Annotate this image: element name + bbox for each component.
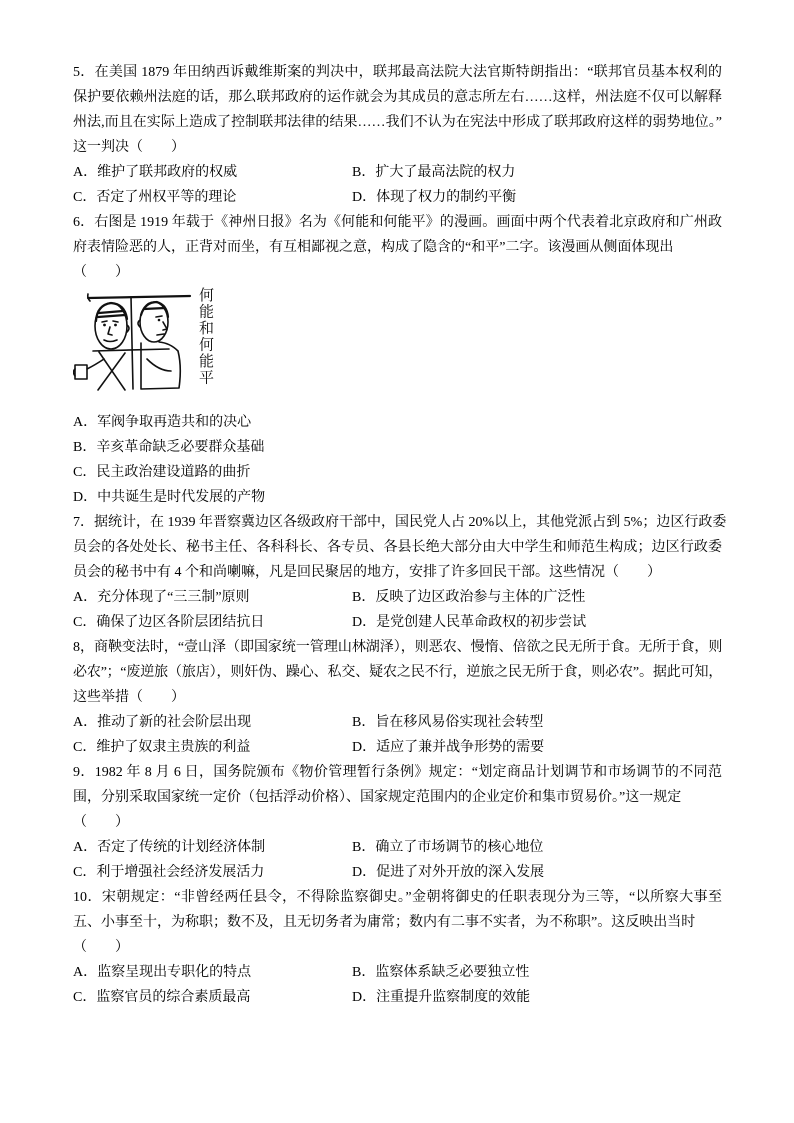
question-7-stem-line-1: 7．据统计，在 1939 年晋察冀边区各级政府干部中，国民党人占 20%以上，其他党派占到 5%；边区行政委 — [73, 515, 727, 530]
question-8-option-d: D．适应了兼并战争形势的需要 — [352, 740, 545, 755]
question-10-stem-line-1: 10．宋朝规定：“非曾经两任县令，不得除监察御史。”金朝将御史的任职表现分为三等，“以所察大事至 — [73, 890, 722, 905]
cartoon-caption: 何能和何能平 — [197, 287, 215, 386]
left-figure-held-object — [75, 365, 87, 379]
question-6-option-a: A．军阀争取再造共和的决心 — [73, 415, 252, 430]
question-6-stem-line-3: （ ） — [73, 265, 129, 280]
question-9-option-a: A．否定了传统的计划经济体制 — [73, 840, 266, 855]
question-9-stem-line-3: （ ） — [73, 815, 129, 830]
question-9-option-b: B．确立了市场调节的核心地位 — [352, 840, 544, 855]
question-6-option-d: D．中共诞生是时代发展的产物 — [73, 490, 266, 505]
question-9-option-d: D．促进了对外开放的深入发展 — [352, 865, 545, 880]
question-5 — [73, 60, 722, 210]
question-5-option-b: B．扩大了最高法院的权力 — [352, 165, 516, 180]
question-5-stem-line-1: 5．在美国 1879 年田纳西诉戴维斯案的判决中，联邦最高法院大法官斯特朗指出：“联邦官员基本权利的 — [73, 65, 722, 80]
question-7-stem-line-3: 员会的秘书中有 4 个和尚喇嘛，凡是回民聚居的地方，安排了许多回民干部。这些情况（ ） — [73, 565, 661, 580]
question-list — [73, 60, 727, 1010]
left-figure-mouth — [104, 340, 117, 342]
question-10-option-c: C．监察官员的综合素质最高 — [73, 990, 251, 1005]
left-figure-nose — [108, 327, 112, 335]
question-7-options-row-1 — [73, 585, 722, 610]
question-8-options-row-1 — [73, 710, 722, 735]
right-figure-mouth — [157, 334, 164, 335]
question-5-stem-line-3: 州法,而且在实际上造成了控制联邦法律的结果……我们不认为在宪法中形成了联邦政府这样的弱势地位。” — [73, 115, 722, 130]
cartoon-drawing — [73, 285, 195, 395]
question-10-option-a: A．监察呈现出专职化的特点 — [73, 965, 252, 980]
question-6 — [73, 210, 722, 510]
right-figure-arm — [147, 359, 171, 371]
question-6-option-b: B．辛亥革命缺乏必要群众基础 — [73, 440, 265, 455]
question-8-option-b: B．旨在移风易俗实现社会转型 — [352, 715, 544, 730]
question-5-option-c: C．否定了州权平等的理论 — [73, 190, 237, 205]
right-figure-eye — [158, 319, 161, 322]
question-10-option-d: D．注重提升监察制度的效能 — [352, 990, 531, 1005]
question-7-option-c: C．确保了边区各阶层团结抗日 — [73, 615, 265, 630]
left-figure-eye-right — [114, 324, 117, 327]
question-9-options-row-1 — [73, 835, 722, 860]
question-10-option-b: B．监察体系缺乏必要独立性 — [352, 965, 530, 980]
question-8-option-a: A．推动了新的社会阶层出现 — [73, 715, 252, 730]
cartoon-figure — [73, 285, 722, 410]
question-10 — [73, 885, 722, 1010]
question-8-options-row-2 — [73, 735, 722, 760]
question-10-stem-line-2: 五、小事至十，为称职；数不及，且无切务者为庸常；数内有二事不实者，为不称职”。这反映出当时 — [73, 915, 696, 930]
question-6-option-c: C．民主政治建设道路的曲折 — [73, 465, 251, 480]
left-figure-arm — [87, 359, 104, 369]
question-8-option-c: C．维护了奴隶主贵族的利益 — [73, 740, 251, 755]
question-7-option-b: B．反映了边区政治参与主体的广泛性 — [352, 590, 586, 605]
question-5-stem-line-2: 保护要依赖州法庭的话，那么联邦政府的运作就会为其成员的意志所左右……这样，州法庭不仅可以解释 — [73, 90, 722, 105]
cartoon-center-vertical — [131, 297, 133, 389]
question-6-stem-line-2: 府表情险恶的人，正背对而坐，有互相鄙视之意，构成了隐含的“和平”二字。该漫画从侧面体现出 — [73, 240, 674, 255]
question-9-options-row-2 — [73, 860, 722, 885]
question-8 — [73, 635, 722, 760]
question-5-option-a: A．维护了联邦政府的权威 — [73, 165, 238, 180]
question-5-options-row-2 — [73, 185, 722, 210]
right-figure-hair — [141, 302, 168, 317]
left-figure-hair — [96, 303, 127, 321]
question-5-option-d: D．体现了权力的制约平衡 — [352, 190, 517, 205]
question-9-stem-line-1: 9．1982 年 8 月 6 日，国务院颁布《物价管理暂行条例》规定：“划定商品计划调节和市场调节的不同范 — [73, 765, 722, 780]
question-9-stem-line-2: 围，分别采取国家统一定价（包括浮动价格）、国家规定范围内的企业定价和集市贸易价。”这一规定 — [73, 790, 682, 805]
left-figure-brows — [102, 321, 118, 322]
left-figure-eye-left — [103, 324, 106, 327]
right-figure-nose — [163, 322, 167, 330]
question-5-options-row-1 — [73, 160, 722, 185]
cartoon-middle-stroke — [93, 349, 169, 351]
question-10-stem-line-3: （ ） — [73, 940, 129, 955]
question-7-stem-line-2: 员会的各处处长、秘书主任、各科科长、各专员、各县长绝大部分由大中学生和师范生构成；边区行政委 — [73, 540, 722, 555]
question-10-options-row-2 — [73, 985, 722, 1010]
question-9-option-c: C．利于增强社会经济发展活力 — [73, 865, 265, 880]
question-9 — [73, 760, 722, 885]
question-8-stem-line-3: 这些举措（ ） — [73, 690, 185, 705]
question-8-stem-line-1: 8，商鞅变法时，“壹山泽（即国家统一管理山林湖泽），则恶农、慢惰、倍欲之民无所于食。无所于食，则 — [73, 640, 722, 655]
question-5-stem-line-4: 这一判决（ ） — [73, 140, 185, 155]
question-7-option-d: D．是党创建人民革命政权的初步尝试 — [352, 615, 587, 630]
question-7-option-a: A．充分体现了“三三制”原则 — [73, 590, 250, 605]
right-figure-brow — [156, 316, 162, 317]
cartoon-top-stroke — [88, 296, 190, 298]
question-10-options-row-1 — [73, 960, 722, 985]
question-8-stem-line-2: 必农”；“废逆旅（旅店），则奸伪、躁心、私交、疑农之民不行，逆旅之民无所于食，则必农”。据此可知， — [73, 665, 722, 680]
question-6-stem-line-1: 6．右图是 1919 年载于《神州日报》名为《何能和何能平》的漫画。画面中两个代表着北京政府和广州政 — [73, 215, 722, 230]
question-7 — [73, 510, 727, 635]
question-7-options-row-2 — [73, 610, 722, 635]
